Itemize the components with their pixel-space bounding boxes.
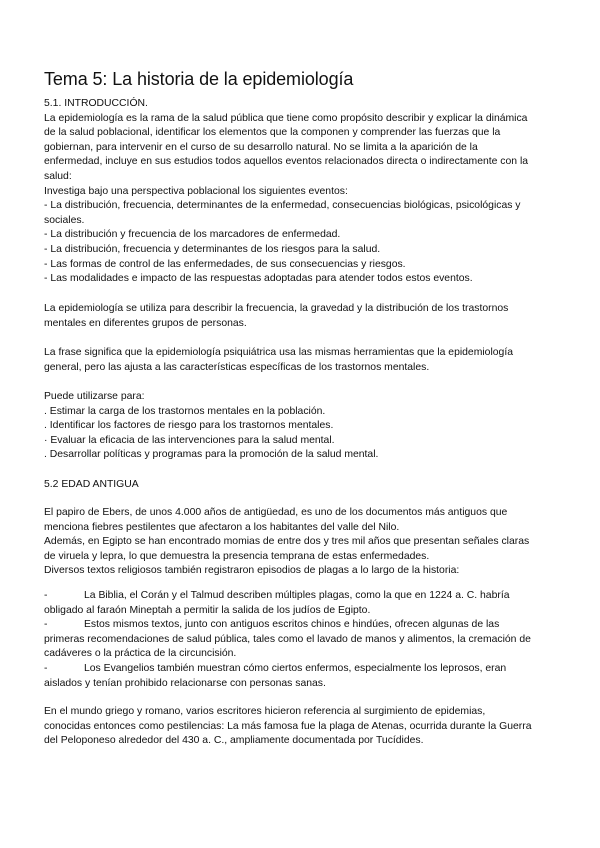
bullet-text: La Biblia, el Corán y el Talmud describen múltiples plagas, como la que en 1224 a. C. habría [84,590,510,601]
bullet-text: Los Evangelios también muestran cómo ciertos enfermos, especialmente los leprosos, eran [84,662,507,674]
text-line: - La distribución, frecuencia, determinantes de la enfermedad, consecuencias biológicas, psicológicas y [44,200,521,212]
text-line: de la salud poblacional, identificar los elementos que la componen y comprender las fuerzas que la [44,127,501,139]
paragraph-psychiatric-epidemiology [44,346,560,375]
bullet-continuation: obligado al faraón Mineptah a permitir la salida de los judíos de Egipto. [44,604,371,616]
text-line: La frase significa que la epidemiología psiquiátrica usa las mismas herramientas que la epidemiología [44,347,513,358]
text-line: Puede utilizarse para: [44,391,145,402]
text-line: La epidemiología es la rama de la salud pública que tiene como propósito describir y explicar la dinámica [44,112,528,124]
bullet-item [44,618,560,662]
text-line: Además, en Egipto se han encontrado momias de entre dos y tres mil años que presentan señales claras [44,536,530,548]
page-title: Tema 5: La historia de la epidemiología [44,69,354,89]
papiro-paragraph [44,506,560,579]
text-line: sociales. [44,214,85,226]
text-line: - La distribución y frecuencia de los marcadores de enfermedad. [44,229,341,241]
text-line: - Las formas de control de las enfermedades, de sus consecuencias y riesgos. [44,258,406,270]
text-line: menciona fiebres pestilentes que afectaron a los habitantes del valle del Nilo. [44,521,400,533]
text-line: En el mundo griego y romano, varios escritores hicieron referencia al surgimiento de epidemias, [44,706,486,717]
section-heading: 5.1. INTRODUCCIÓN. [44,98,148,109]
uses-list [44,390,560,463]
text-line: de viruela y lepra, lo que demuestra la presencia temprana de estas enfermedades. [44,550,430,562]
greco-roman-paragraph [44,705,560,749]
intro-paragraph [44,112,560,287]
text-line: general, pero las ajusta a las características específicas de los trastornos mentales. [44,361,430,373]
text-line: Investiga bajo una perspectiva poblacional los siguientes eventos: [44,185,348,197]
bullet-continuation: primeras recomendaciones de salud pública, tales como el lavado de manos y alimentos, la cremación de [44,633,531,645]
bullet-marker: - [44,662,48,674]
bullet-text: Estos mismos textos, junto con antiguos escritos chinos e hindúes, ofrecen algunas de las [84,619,500,631]
text-line: mentales en diferentes grupos de personas. [44,317,247,329]
section-heading: 5.2 EDAD ANTIGUA [44,479,139,490]
text-line: . Identificar los factores de riesgo para los trastornos mentales. [44,420,334,432]
bullet-continuation: aislados y tenían prohibido relacionarse con personas sanas. [44,677,326,689]
text-line: El papiro de Ebers, de unos 4.000 años de antigüedad, es uno de los documentos más antiguos que [44,507,508,518]
text-line: gobiernan, para intervenir en el curso de su desarrollo natural. No se limita a la aparición de la [44,141,478,153]
paragraph-uses-description [44,302,560,331]
section-5-1 [44,97,560,287]
text-line: Diversos textos religiosos también registraron episodios de plagas a lo largo de la historia: [44,565,460,577]
text-line: - La distribución, frecuencia y determinantes de los riesgos para la salud. [44,243,381,255]
bullet-continuation: cadáveres o la práctica de la circuncisión. [44,648,237,660]
bullet-item [44,589,560,618]
text-line: del Peloponeso alrededor del 430 a. C., ampliamente documentada por Tucídides. [44,735,424,747]
plagues-bullet-list [44,589,560,691]
bullet-marker: - [44,590,48,601]
text-line: . Estimar la carga de los trastornos mentales en la población. [44,405,326,417]
text-line: La epidemiología se utiliza para describir la frecuencia, la gravedad y la distribución de los trastornos [44,303,509,314]
bullet-item [44,662,560,691]
text-line: . Desarrollar políticas y programas para la promoción de la salud mental. [44,449,379,461]
text-line: · Evaluar la eficacia de las intervenciones para la salud mental. [44,434,335,446]
text-line: enfermedad, incluye en sus estudios todos aquellos eventos relacionados directa o indirectamente con la [44,156,529,168]
text-line: salud: [44,170,72,182]
bullet-marker: - [44,619,48,631]
text-line: conocidas entonces como pestilencias: La más famosa fue la plaga de Atenas, ocurrida durante la Guerra [44,720,532,732]
text-line: - Las modalidades e impacto de las respuestas adoptadas para atender todos estos eventos. [44,273,473,285]
